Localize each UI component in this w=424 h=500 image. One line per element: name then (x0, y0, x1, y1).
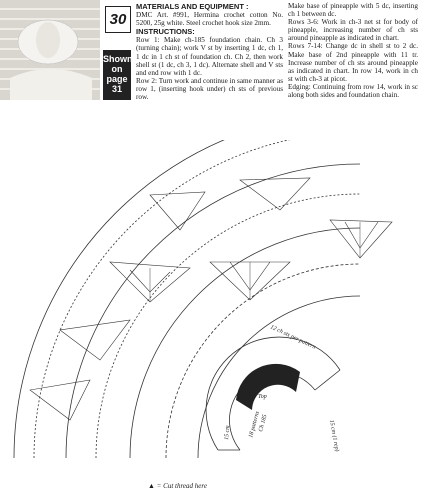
overview-label-top: Top (258, 394, 267, 400)
materials-text: DMC Art. #991, Hermina crochet cotton No. 5200, 25g white. Steel crochet hook size 2mm. (136, 11, 283, 28)
row-1-text: Row 1: Make ch-185 foundation chain. Ch 3 (turning chain); work V st by inserting 1 dc, ch 1, 1 dc in 1 ch st of foundation ch. Ch 2, then work shell st (1 dc, ch 3, 1 dc). Alternate shell and V sts and end row with 1 dc. (136, 36, 283, 77)
pineapple-motif (240, 178, 310, 210)
overview-label-chain: Ch 185 (258, 414, 269, 433)
chart-arc (96, 194, 360, 458)
materials-heading: MATERIALS AND EQUIPMENT : (136, 2, 249, 11)
shown-label: Shown (103, 54, 133, 64)
chart-arc (34, 140, 360, 458)
repeat-label: 12 ch sts per pattern (269, 324, 317, 351)
overview-filled-band (236, 364, 300, 410)
instructions-column-2 (288, 2, 418, 99)
doily-photo (0, 0, 100, 100)
chart-arc-outer (14, 140, 360, 458)
shown-page-label: page (106, 74, 128, 84)
shown-on-label: on (111, 64, 123, 74)
instructions-heading: INSTRUCTIONS: (136, 27, 195, 37)
shown-page-number: 31 (111, 84, 122, 94)
shown-on-page-badge (103, 50, 131, 100)
chart-arc (130, 228, 360, 458)
crochet-chart (0, 140, 424, 485)
pineapple-motif (60, 320, 130, 360)
row-2-text: Row 2: Turn work and continue in same manner as row 1, (inserting hook under) ch sts of previous row. (136, 76, 283, 102)
pattern-number: 30 (105, 6, 131, 33)
pineapple-motif (330, 220, 392, 258)
instructions-column-1 (136, 2, 283, 101)
chart-caption: ▲ = Cut thread here (148, 482, 207, 490)
chart-arc (66, 164, 360, 458)
overview-label-patterns: 18 patterns (248, 410, 261, 439)
edging-text: Edging: Continuing from row 14, work in sc along both sides and foundation chain. (288, 82, 418, 100)
pineapple-base-text: Make base of pineapple with 5 dc, inserting ch 1 between dc. (288, 2, 418, 19)
pineapple-motif (150, 192, 205, 230)
rows-3-6-text: Rows 3-6: Work in ch-3 net st for body of pineapple, increasing number of ch sts around pineapple as indicated in chart. (288, 18, 418, 43)
overview-label-repeat: 15 cm (1 rep) (328, 419, 340, 453)
rows-7-14-text: Rows 7-14: Change dc in shell st to 2 dc. Make base of 2nd pineapple with 11 tr. Increase number of ch sts around pineapple as indicated in chart. In row 14, work in ch st with ch-3 at picot. (288, 42, 418, 83)
overview-label-size: 15 cm (224, 425, 232, 441)
pineapple-motif (30, 380, 90, 420)
